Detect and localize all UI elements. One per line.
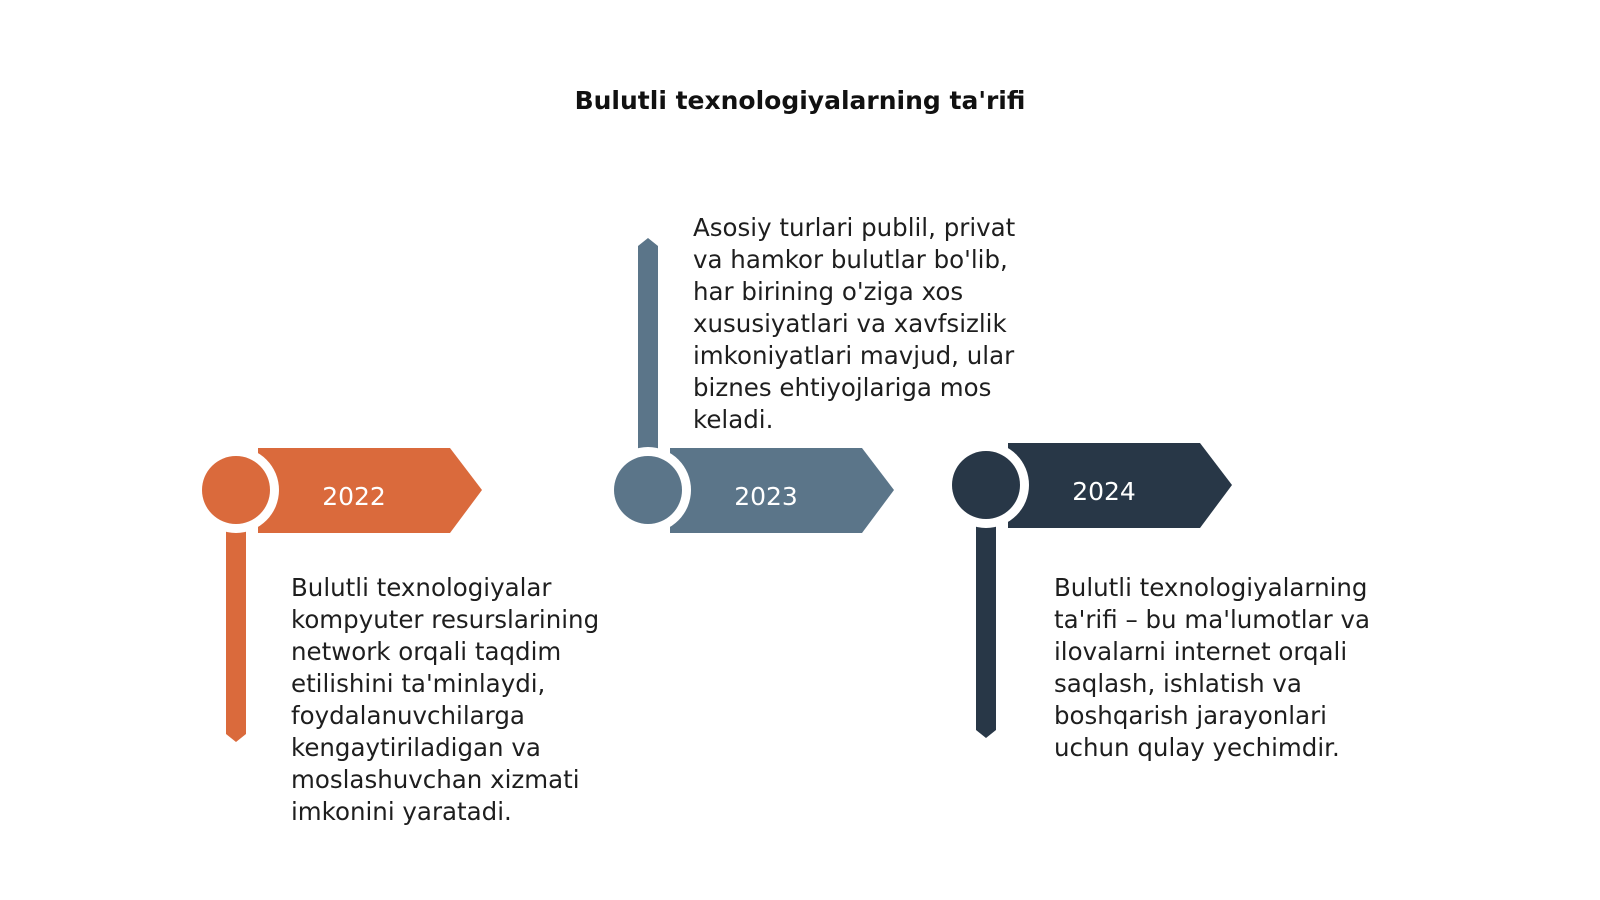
milestone-dot-2022 — [202, 456, 270, 524]
year-label-2023: 2023 — [734, 482, 798, 511]
milestone-dot-2024 — [952, 451, 1020, 519]
milestone-text-2023: Asosiy turlari publil, privat va hamkor bulutlar bo'lib, har birining o'ziga xos xususiyatlari va xavfsizlik imkoniyatlari mavjud, ular biznes ehtiyojlariga mos keladi. — [693, 213, 1016, 434]
page-title: Bulutli texnologiyalarning ta'rifi — [574, 86, 1026, 115]
milestone-text-2022: Bulutli texnologiyalar kompyuter resurslarining network orqali taqdim etilishini ta'minlaydi, foydalanuvchilarga kengaytiriladigan va moslashuvchan xizmati imkonini yaratadi. — [291, 573, 600, 826]
year-label-2022: 2022 — [322, 482, 386, 511]
connector-stem-2024 — [976, 515, 996, 738]
milestone-dot-2023 — [614, 456, 682, 524]
year-label-2024: 2024 — [1072, 477, 1136, 506]
connector-stem-2022 — [226, 520, 246, 742]
milestone-text-2024: Bulutli texnologiyalarning ta'rifi – bu ma'lumotlar va ilovalarni internet orqali saqlash, ishlatish va boshqarish jarayonlari uchun qulay yechimdir. — [1054, 573, 1370, 762]
connector-stem-2023 — [638, 238, 658, 460]
